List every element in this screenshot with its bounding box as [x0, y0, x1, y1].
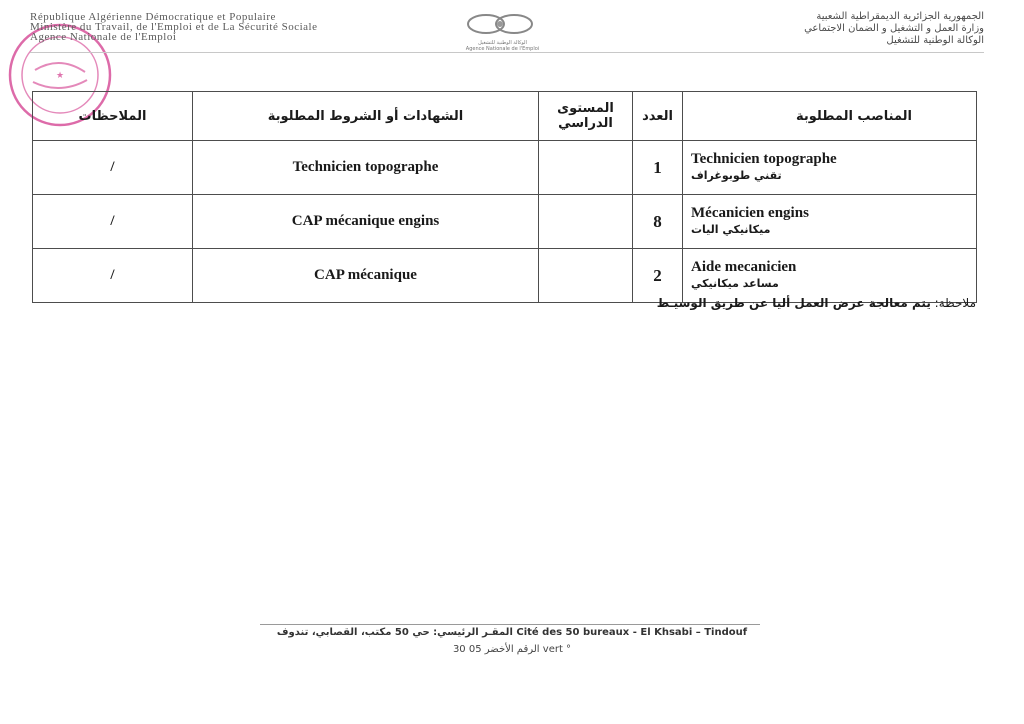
- header-fr-line-1: République Algérienne Démocratique et Populaire: [30, 11, 276, 23]
- position-ar: تقني طوبوغراف: [691, 169, 782, 182]
- note-label: ملاحظة:: [934, 296, 976, 310]
- header-remarks: الملاحظات: [33, 92, 193, 141]
- remarks-cell: /: [33, 195, 193, 249]
- diploma-cell: CAP mécanique: [193, 249, 539, 303]
- note-text: يتم معالجة عرض العمل أليا عن طريق الوسيـط: [656, 296, 931, 310]
- svg-text:★: ★: [55, 71, 65, 81]
- diploma-cell: Technicien topographe: [193, 141, 539, 195]
- table-row: [33, 249, 977, 303]
- header-ar-line-3: الوكالة الوطنية للتشغيل: [886, 35, 984, 46]
- header-position: المناصب المطلوبة: [683, 92, 977, 141]
- position-cell: [683, 141, 977, 195]
- count-cell: 2: [633, 249, 683, 303]
- footer-divider: [260, 624, 760, 625]
- level-cell: [539, 195, 633, 249]
- remarks-cell: /: [33, 249, 193, 303]
- header-level: المستوى الدراسي: [539, 92, 633, 141]
- footer-green-number: الرقم الأخضر 05 30 vert °: [452, 644, 572, 655]
- level-cell: [539, 141, 633, 195]
- position-ar: مساعد ميكانيكي: [691, 277, 779, 290]
- remarks-cell: /: [33, 141, 193, 195]
- position-ar: ميكانيكي اليات: [691, 223, 771, 236]
- diploma-cell: CAP mécanique engins: [193, 195, 539, 249]
- header-ar-line-2: وزارة العمل و التشغيل و الضمان الاجتماعي: [804, 23, 984, 34]
- logo-icon: [458, 12, 548, 36]
- agency-logo: [440, 12, 565, 54]
- level-cell: [539, 249, 633, 303]
- header-divider: [30, 52, 984, 53]
- count-cell: 1: [633, 141, 683, 195]
- note-line: [657, 296, 976, 310]
- table-row: [33, 195, 977, 249]
- header-ar-line-1: الجمهورية الجزائرية الديمقراطية الشعبية: [816, 11, 984, 22]
- logo-text-fr: Agence Nationale de l'Emploi: [465, 46, 540, 52]
- header-fr-line-2: Ministère du Travail, de l'Emploi et de La Sécurité Sociale: [30, 21, 318, 33]
- header-fr-line-3: Agence Nationale de l'Emploi: [30, 31, 177, 43]
- header-arabic-block: [604, 11, 984, 47]
- count-cell: 8: [633, 195, 683, 249]
- position-fr: Aide mecanicien: [691, 259, 797, 275]
- logo-text-ar: الوكالة الوطنية للتشغيل: [478, 40, 527, 46]
- header-count: العدد: [633, 92, 683, 141]
- position-cell: [683, 195, 977, 249]
- position-fr: Mécanicien engins: [691, 205, 809, 221]
- jobs-table: [32, 91, 977, 303]
- position-fr: Technicien topographe: [691, 151, 837, 167]
- header-diplomas: الشهادات أو الشروط المطلوبة: [193, 92, 539, 141]
- position-cell: [683, 249, 977, 303]
- table-header-row: [33, 92, 977, 141]
- footer-address: المقـر الرئيسي: حي 50 مكتب، القصابي، تندوف Cité des 50 bureaux - El Khsabi – Tindouf: [276, 627, 748, 638]
- table-row: [33, 141, 977, 195]
- header-french-block: [30, 12, 410, 42]
